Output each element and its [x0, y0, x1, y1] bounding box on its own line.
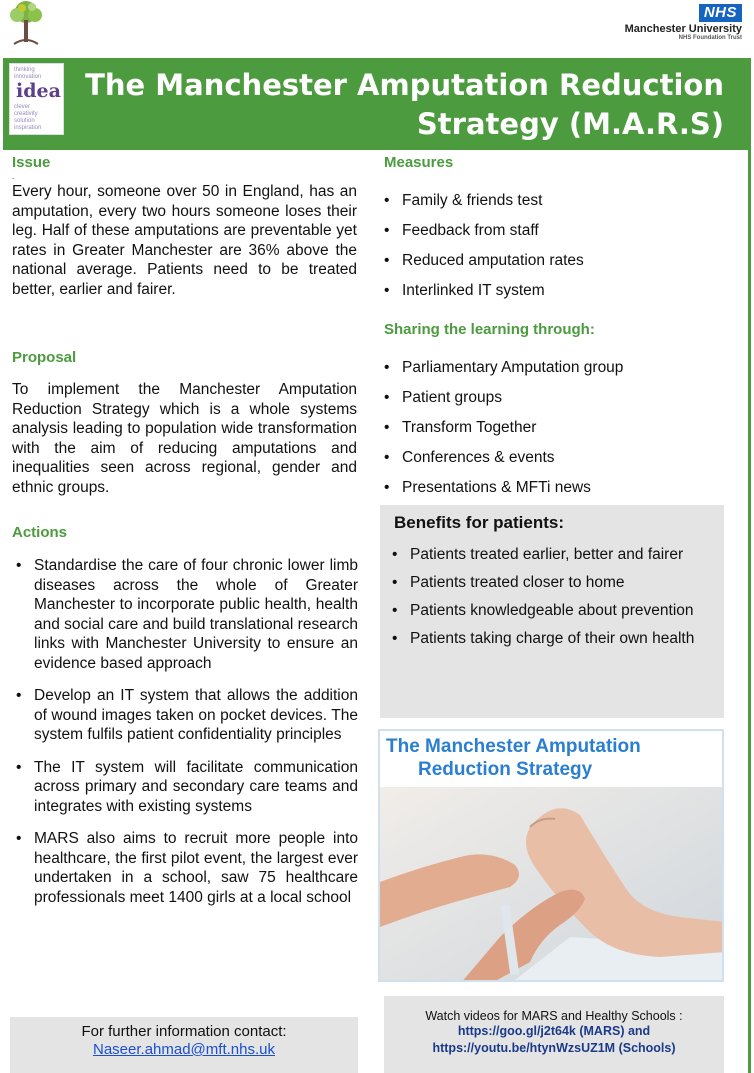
photo-card — [378, 729, 724, 982]
list-item: • Patients treated closer to home — [386, 573, 716, 592]
contact-panel — [10, 1017, 358, 1073]
issue-mark: . — [12, 172, 15, 181]
trust-name: NHS Foundation Trust — [678, 35, 742, 41]
contact-label: For further information contact: — [81, 1023, 287, 1040]
list-item: • Patients knowledgeable about prevention — [386, 601, 716, 620]
list-item: • Patients treated earlier, better and fairer — [386, 545, 716, 564]
list-item: • MARS also aims to recruit more people into healthcare, the first pilot event, the largest ever undertaken in a school, saw 75 healthcare professionals meet 1400 girls at a local school — [10, 829, 358, 907]
idea-word-cloud-logo — [9, 63, 64, 135]
proposal-text: To implement the Manchester Amputation Reduction Strategy which is a whole systems analysis leading to population wide transformation with the aim of reducing amputations and inequalities seen across regional, gender and ethnic groups. — [12, 381, 357, 496]
logo-word: inspiration — [14, 125, 42, 131]
title-line: The Manchester Amputation Reduction — [85, 68, 724, 102]
nhs-badge: NHS — [699, 4, 742, 22]
photo-title-line: The Manchester Amputation — [386, 736, 641, 757]
actions-list — [10, 556, 358, 920]
video-links-panel — [384, 996, 724, 1073]
right-border — [748, 58, 751, 1073]
logo-word: solution — [14, 118, 35, 124]
title-line: Strategy (M.A.R.S) — [416, 107, 724, 141]
list-item: • Conferences & events — [378, 448, 718, 478]
issue-heading: Issue — [12, 154, 51, 171]
mars-video-link[interactable]: https://goo.gl/j2t64k (MARS) and — [457, 1024, 651, 1038]
list-item: • Presentations & MFTi news — [378, 478, 718, 508]
issue-text: Every hour, someone over 50 in England, has an amputation, every two hours someone loses their leg. Half of these amputations are preventable yet rates in Greater Manchester are 36% above the national average. Patients need to be treated better, earlier and fairer. — [12, 183, 357, 298]
video-label: Watch videos for MARS and Healthy Schools : — [425, 1009, 683, 1023]
list-item: • Family & friends test — [378, 191, 718, 221]
schools-video-link[interactable]: https://youtu.be/htynWzsUZ1M (Schools) — [432, 1041, 676, 1055]
contact-email-link[interactable]: Naseer.ahmad@mft.nhs.uk — [93, 1041, 275, 1058]
poster-title — [84, 66, 724, 144]
sharing-heading: Sharing the learning through: — [384, 321, 595, 338]
benefits-heading: Benefits for patients: — [394, 513, 565, 532]
logo-word: innovation — [14, 74, 42, 80]
actions-heading: Actions — [12, 524, 68, 541]
org-name: Manchester University — [624, 23, 742, 35]
list-item: • Standardise the care of four chronic lower limb diseases across the whole of Greater Manchester to incorporate public health, health and social care and build translational research links with Manchester University to ensure an evidence based approach — [10, 556, 358, 673]
sharing-list — [378, 358, 718, 508]
photo-card-title — [386, 735, 724, 781]
logo-word: creativity — [14, 111, 38, 117]
list-item: • Interlinked IT system — [378, 281, 718, 311]
list-item: • Reduced amputation rates — [378, 251, 718, 281]
proposal-heading: Proposal — [12, 349, 77, 366]
list-item: • Feedback from staff — [378, 221, 718, 251]
list-item: • Transform Together — [378, 418, 718, 448]
photo-title-line: Reduction Strategy — [418, 759, 593, 780]
tree-logo-icon — [8, 0, 44, 48]
measures-list — [378, 191, 718, 311]
list-item: • Develop an IT system that allows the addition of wound images taken on pocket devices. The system fulfils patient confidentiality principles — [10, 686, 358, 745]
list-item: • Parliamentary Amputation group — [378, 358, 718, 388]
foot-examination-photo — [380, 787, 724, 982]
list-item: • Patient groups — [378, 388, 718, 418]
benefits-panel — [380, 505, 724, 718]
measures-heading: Measures — [384, 154, 454, 171]
list-item: • Patients taking charge of their own health — [386, 629, 716, 648]
logo-main-word: idea — [16, 80, 61, 102]
logo-word: thinking — [14, 67, 35, 73]
logo-word: clever — [14, 104, 31, 110]
list-item: • The IT system will facilitate communication across primary and secondary care teams and integrates with existing systems — [10, 758, 358, 817]
nhs-logo — [625, 4, 742, 42]
benefits-list — [386, 545, 716, 657]
